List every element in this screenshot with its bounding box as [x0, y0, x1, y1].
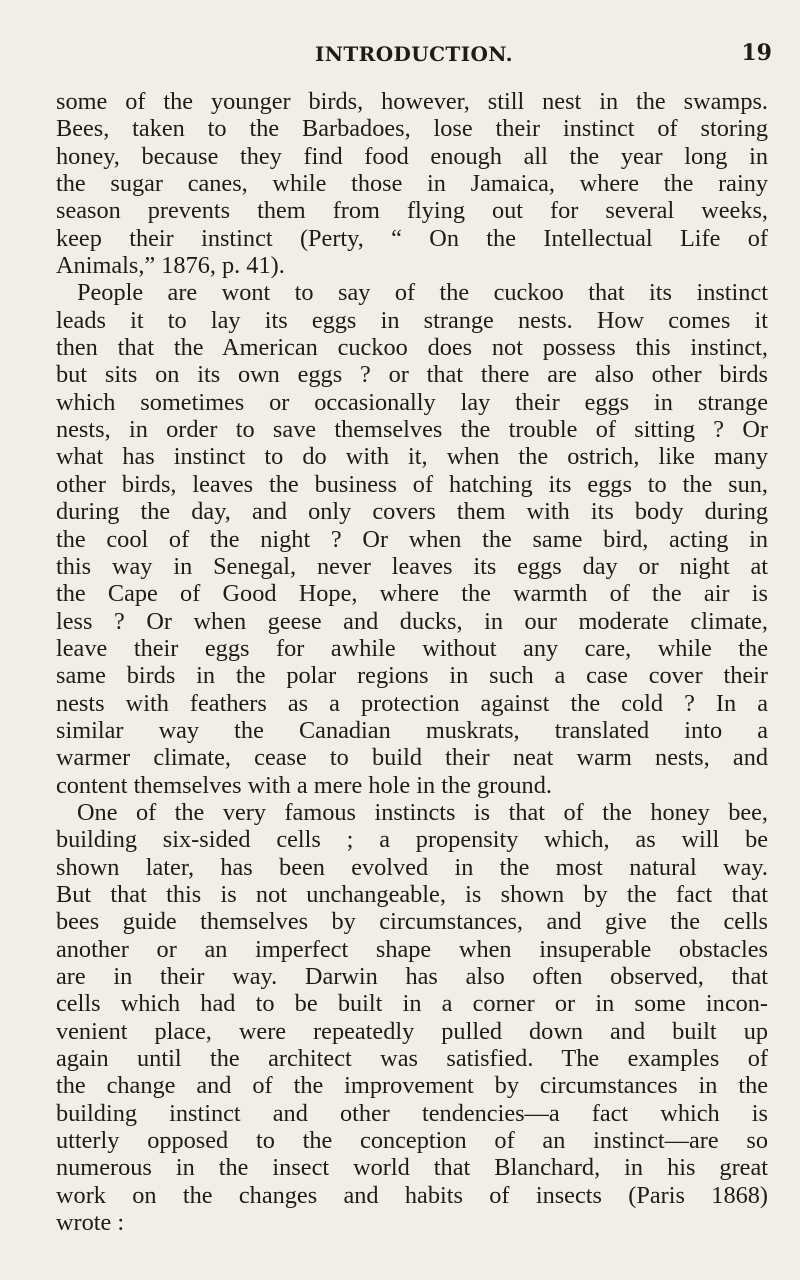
- text-line: bees guide themselves by circumstances, and give the cells: [56, 908, 768, 936]
- text-line: another or an imperfect shape when insuperable obstacles: [56, 935, 768, 963]
- text-line: what has instinct to do with it, when the ostrich, like many: [56, 443, 768, 471]
- text-line: the change and of the improvement by circumstances in the: [56, 1072, 768, 1100]
- text-line: during the day, and only covers them with its body during: [56, 498, 768, 526]
- text-line: utterly opposed to the conception of an instinct—are so: [56, 1127, 768, 1155]
- text-line: some of the younger birds, however, still nest in the swamps.: [56, 88, 768, 115]
- text-line: keep their instinct (Perty, “ On the Intellectual Life of: [56, 224, 768, 252]
- text-line: Animals,” 1876, p. 41).: [56, 252, 285, 280]
- text-line: the Cape of Good Hope, where the warmth of the air is: [56, 580, 768, 608]
- text-line: are in their way. Darwin has also often observed, that: [56, 963, 768, 990]
- running-title: INTRODUCTION.: [314, 42, 514, 66]
- text-line: People are wont to say of the cuckoo that its instinct: [77, 279, 768, 307]
- text-line: again until the architect was satisfied. The examples of: [56, 1045, 768, 1073]
- text-line: this way in Senegal, never leaves its eggs day or night at: [56, 552, 768, 580]
- text-line: shown later, has been evolved in the most natural way.: [56, 853, 768, 881]
- text-line: content themselves with a mere hole in the ground.: [56, 771, 552, 799]
- text-line: honey, because they find food enough all the year long in: [56, 142, 768, 170]
- text-line: but sits on its own eggs ? or that there are also other birds: [56, 361, 768, 389]
- text-line: wrote :: [56, 1209, 125, 1237]
- text-line: warmer climate, cease to build their neat warm nests, and: [56, 744, 768, 772]
- text-line: similar way the Canadian muskrats, translated into a: [56, 716, 768, 744]
- text-line: Bees, taken to the Barbadoes, lose their instinct of storing: [56, 115, 768, 143]
- running-head: [56, 42, 772, 70]
- text-line: the sugar canes, while those in Jamaica, where the rainy: [56, 170, 768, 198]
- text-line: But that this is not unchangeable, is shown by the fact that: [56, 880, 768, 908]
- text-line: cells which had to be built in a corner or in some incon-: [56, 990, 768, 1018]
- text-line: which sometimes or occasionally lay their eggs in strange: [56, 388, 768, 416]
- text-line: then that the American cuckoo does not possess this instinct,: [56, 334, 768, 362]
- body-text: [56, 88, 768, 1236]
- page-number: 19: [741, 40, 772, 66]
- text-line: less ? Or when geese and ducks, in our moderate climate,: [56, 607, 768, 635]
- text-line: building instinct and other tendencies—a fact which is: [56, 1099, 768, 1127]
- text-line: nests, in order to save themselves the trouble of sitting ? Or: [56, 416, 768, 444]
- text-line: nests with feathers as a protection against the cold ? In a: [56, 689, 768, 717]
- text-line: other birds, leaves the business of hatching its eggs to the sun,: [56, 470, 768, 498]
- text-line: leave their eggs for awhile without any care, while the: [56, 634, 768, 662]
- text-line: venient place, were repeatedly pulled down and built up: [56, 1017, 768, 1045]
- text-line: building six-sided cells ; a propensity which, as will be: [56, 826, 768, 854]
- text-line: leads it to lay its eggs in strange nests. How comes it: [56, 306, 768, 334]
- text-line: same birds in the polar regions in such a case cover their: [56, 662, 768, 690]
- text-line: season prevents them from flying out for several weeks,: [56, 197, 768, 225]
- text-line: One of the very famous instincts is that of the honey bee,: [77, 798, 768, 826]
- text-line: work on the changes and habits of insects (Paris 1868): [56, 1181, 768, 1209]
- text-line: numerous in the insect world that Blanchard, in his great: [56, 1154, 768, 1182]
- text-line: the cool of the night ? Or when the same bird, acting in: [56, 525, 768, 553]
